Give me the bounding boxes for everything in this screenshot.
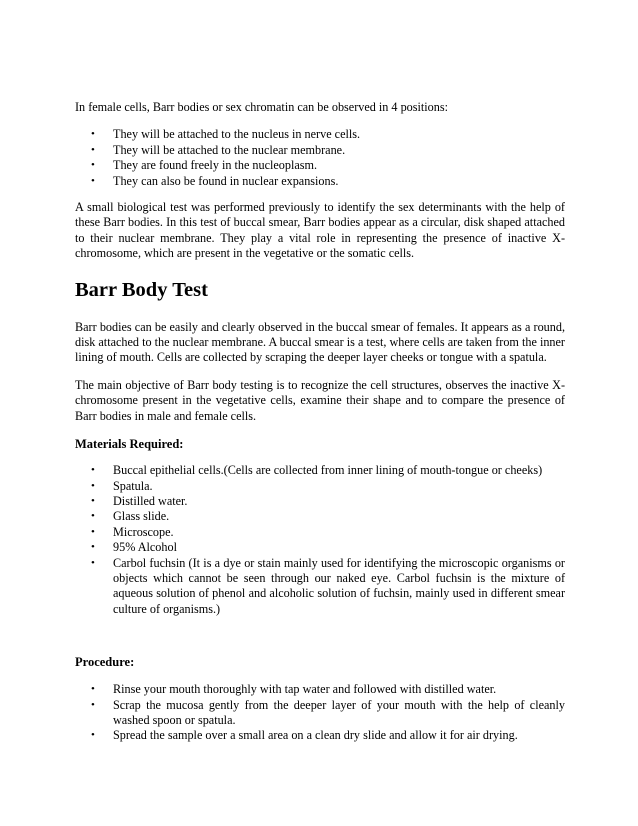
list-item: • Spread the sample over a small area on a clean dry slide and allow it for air drying. bbox=[91, 728, 518, 743]
bullet-icon: • bbox=[91, 525, 95, 538]
objective-paragraph: The main objective of Barr body testing is to recognize the cell structures, observes the inactive X-chromosome present in the vegetative cells, examine their shape and to compare the presence of Barr bodies in male and female cells. bbox=[75, 377, 565, 423]
bullet-icon: • bbox=[91, 143, 95, 156]
bullet-icon: • bbox=[91, 556, 95, 569]
list-item: • They are found freely in the nucleoplasm. bbox=[91, 158, 318, 173]
bullet-icon: • bbox=[91, 128, 95, 141]
list-item: • They will be attached to the nucleus in nerve cells. bbox=[91, 127, 361, 142]
buccal-smear-paragraph: A small biological test was performed previously to identify the sex determinants with the help of these Barr bodies. In this test of buccal smear, Barr bodies appear as a circular, disk shaped attached to their nuclear membrane. They play a vital role in representing the presence of inactive X-chromosome, which are present in the vegetative or the somatic cells. bbox=[75, 200, 565, 261]
list-item: • They can also be found in nuclear expansions. bbox=[91, 173, 339, 188]
list-item: • Distilled water. bbox=[91, 493, 188, 508]
bullet-icon: • bbox=[91, 174, 95, 187]
list-item: • Buccal epithelial cells.(Cells are collected from inner lining of mouth-tongue or cheeks) bbox=[91, 463, 543, 478]
materials-heading: Materials Required: bbox=[75, 437, 184, 452]
document-page bbox=[75, 100, 565, 744]
bullet-icon: • bbox=[91, 541, 95, 554]
bullet-icon: • bbox=[91, 729, 95, 742]
list-item: • Rinse your mouth thoroughly with tap water and followed with distilled water. bbox=[91, 682, 497, 697]
list-item: • Carbol fuchsin (It is a dye or stain mainly used for identifying the microscopic organisms or objects which cannot be seen through our naked eye. Carbol fuchsin is the mixture of aqueous solution of phenol and alcoholic solution of fuchsin, mainly used in different smear culture of organisms.) bbox=[91, 555, 565, 616]
procedure-list bbox=[75, 682, 565, 744]
section-heading: Barr Body Test bbox=[75, 278, 208, 301]
materials-list bbox=[75, 463, 565, 617]
bullet-icon: • bbox=[91, 698, 95, 711]
list-item: • They will be attached to the nuclear membrane. bbox=[91, 142, 346, 157]
list-item: • Microscope. bbox=[91, 524, 174, 539]
list-item: • Glass slide. bbox=[91, 509, 170, 524]
intro-paragraph: In female cells, Barr bodies or sex chromatin can be observed in 4 positions: bbox=[75, 100, 448, 114]
bullet-icon: • bbox=[91, 494, 95, 507]
procedure-heading: Procedure: bbox=[75, 655, 135, 670]
list-item: • 95% Alcohol bbox=[91, 540, 177, 555]
bullet-icon: • bbox=[91, 510, 95, 523]
bullet-icon: • bbox=[91, 464, 95, 477]
bullet-icon: • bbox=[91, 159, 95, 172]
positions-list bbox=[75, 127, 565, 189]
bullet-icon: • bbox=[91, 683, 95, 696]
list-item: • Spatula. bbox=[91, 478, 153, 493]
bullet-icon: • bbox=[91, 479, 95, 492]
observation-paragraph: Barr bodies can be easily and clearly observed in the buccal smear of females. It appears as a round, disk attached to the nuclear membrane. A buccal smear is a test, where cells are taken from the inner lining of mouth. Cells are collected by scraping the deeper layer cheeks or tongue with a spatula. bbox=[75, 319, 565, 365]
list-item: • Scrap the mucosa gently from the deeper layer of your mouth with the help of cleanly washed spoon or spatula. bbox=[91, 697, 565, 727]
